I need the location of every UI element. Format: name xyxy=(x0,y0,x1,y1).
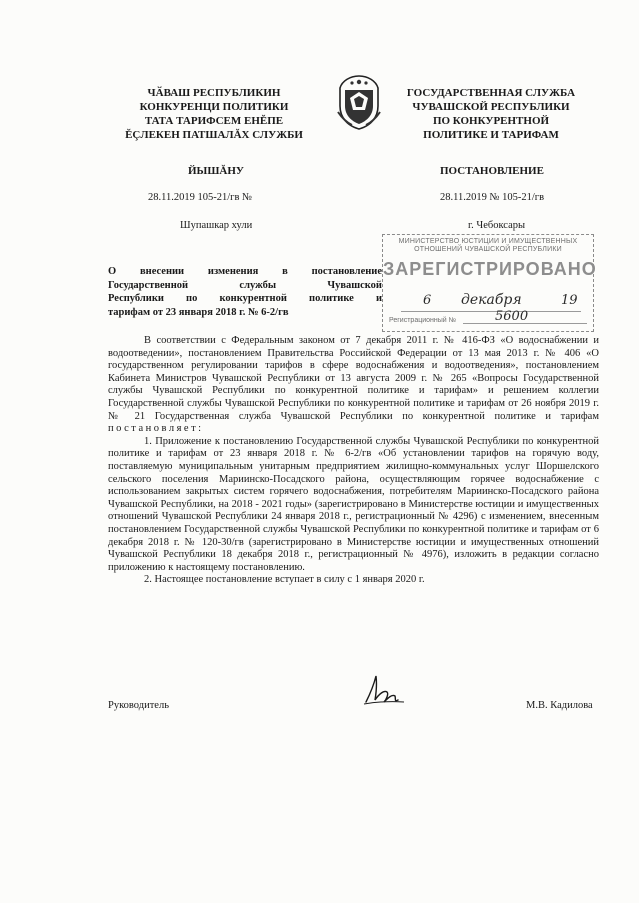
doc-type-right: ПОСТАНОВЛЕНИЕ xyxy=(440,165,544,177)
header-left-line: КОНКУРЕНЦИ ПОЛИТИКИ xyxy=(139,101,289,113)
subject-line: тарифам от 23 января 2018 г. № 6-2/гв xyxy=(108,306,289,318)
subject-line: Государственной службы Чувашской xyxy=(108,279,382,291)
registration-stamp xyxy=(382,234,597,332)
stamp-year: 19 xyxy=(561,293,578,308)
doc-type-left: ЙЫШĂНУ xyxy=(188,165,245,177)
header-left-line: ĔÇЛЕКЕН ПАТШАЛĂХ СЛУЖБИ xyxy=(125,129,303,141)
stamp-month: декабря xyxy=(461,292,522,308)
document-subject xyxy=(108,265,382,319)
body-paragraph-2: 1. Приложение к постановлению Государственной службы Чувашской Республики по конкурентной политике и тарифам от 23 января 2018 г. № 6-2/гв «Об установлении тарифов на горячую воду, поставляемую муниципальным унитарным предприятием жилищно-коммунальных услуг Шоршелского сельского поселения Мариинско-Посадского района, осуществляющим горячее водоснабжение с использованием закрытых систем горячего водоснабжения, потребителям Мариинско-Посадского района Чувашской Республики, на 2018 - 2021 годы» (зарегистрировано в Министерстве юстиции и имущественных отношений Чувашской Республики 24 января 2018 г., регистрационный № 4296) с изменением, внесенным постановлением Государственной службы Чувашской Республики по конкурентной политике и тарифам от 6 декабря 2018 г. № 120-30/гв (зарегистрировано в Министерстве юстиции и имущественных отношений Чувашской Республики 18 декабря 2018 г., регистрационный № 4976), изложить в редакции согласно приложению к настоящему постановлению. xyxy=(108,435,599,573)
stamp-reg-row xyxy=(389,317,456,324)
stamp-reg-line xyxy=(463,323,587,324)
doc-date-right: 28.11.2019 № 105-21/гв xyxy=(440,192,545,203)
doc-date-left: 28.11.2019 105-21/гв № xyxy=(148,192,253,203)
doc-city-left: Шупашкар хули xyxy=(180,220,253,231)
stamp-day: 6 xyxy=(423,293,432,308)
document-body xyxy=(108,335,599,587)
stamp-reg-label: Регистрационный № xyxy=(389,317,457,324)
header-left xyxy=(116,86,312,142)
header-right-line: ГОСУДАРСТВЕННАЯ СЛУЖБА xyxy=(406,87,576,99)
header-right xyxy=(388,86,594,142)
header-right-line: ПОЛИТИКЕ И ТАРИФАМ xyxy=(423,129,559,141)
stamp-date xyxy=(401,292,581,312)
stamp-org: МИНИСТЕРСТВО ЮСТИЦИИ И ИМУЩЕСТВЕННЫХ ОТНОШЕНИЙ ЧУВАШСКОЙ РЕСПУБЛИКИ xyxy=(398,238,578,253)
subject-line: Республики по конкурентной политике и xyxy=(108,293,382,304)
header-left-line: ТАТА ТАРИФСЕМ ЕНĔПЕ xyxy=(144,115,284,127)
stamp-reg-number: 5600 xyxy=(495,309,529,324)
stamp-title: ЗАРЕГИСТРИРОВАНО xyxy=(383,259,597,279)
header-left-line: ЧӐВАШ РЕСПУБЛИКИН xyxy=(147,87,281,99)
header-right-line: ПО КОНКУРЕНТНОЙ xyxy=(432,115,550,127)
body-resolves: постановляет: xyxy=(108,423,204,435)
signer-position: Руководитель xyxy=(108,700,169,711)
subject-line: О внесении изменения в постановление xyxy=(108,266,382,277)
signature-icon xyxy=(362,672,406,713)
body-paragraph-1-text: В соответствии с Федеральным законом от 7 декабря 2011 г. № 416-ФЗ «О водоснабжении и водоотведении», постановлением Правительства Российской Федерации от 13 мая 2013 г. № 406 «О государственном регулировании тарифов в сфере водоснабжения и водоотведения», постановлением Кабинета Министров Чувашской Республики от 13 августа 2009 г. № 265 «Вопросы Государственной службы Чувашской Республики по конкурентной политике и тарифам» и решением коллегии Государственной службы Чувашской Республики по конкурентной политике и тарифам от 26 ноября 2019 г. № 21 Государственная служба Чувашской Республики по конкурентной политике и тарифам xyxy=(108,335,599,422)
body-paragraph-3: 2. Настоящее постановление вступает в силу с 1 января 2020 г. xyxy=(144,574,425,586)
body-paragraph-1 xyxy=(108,335,599,436)
signer-name: М.В. Кадилова xyxy=(526,700,593,711)
header-right-line: ЧУВАШСКОЙ РЕСПУБЛИКИ xyxy=(412,101,570,113)
doc-city-right: г. Чебоксары xyxy=(468,220,526,231)
emblem-icon xyxy=(332,72,386,132)
